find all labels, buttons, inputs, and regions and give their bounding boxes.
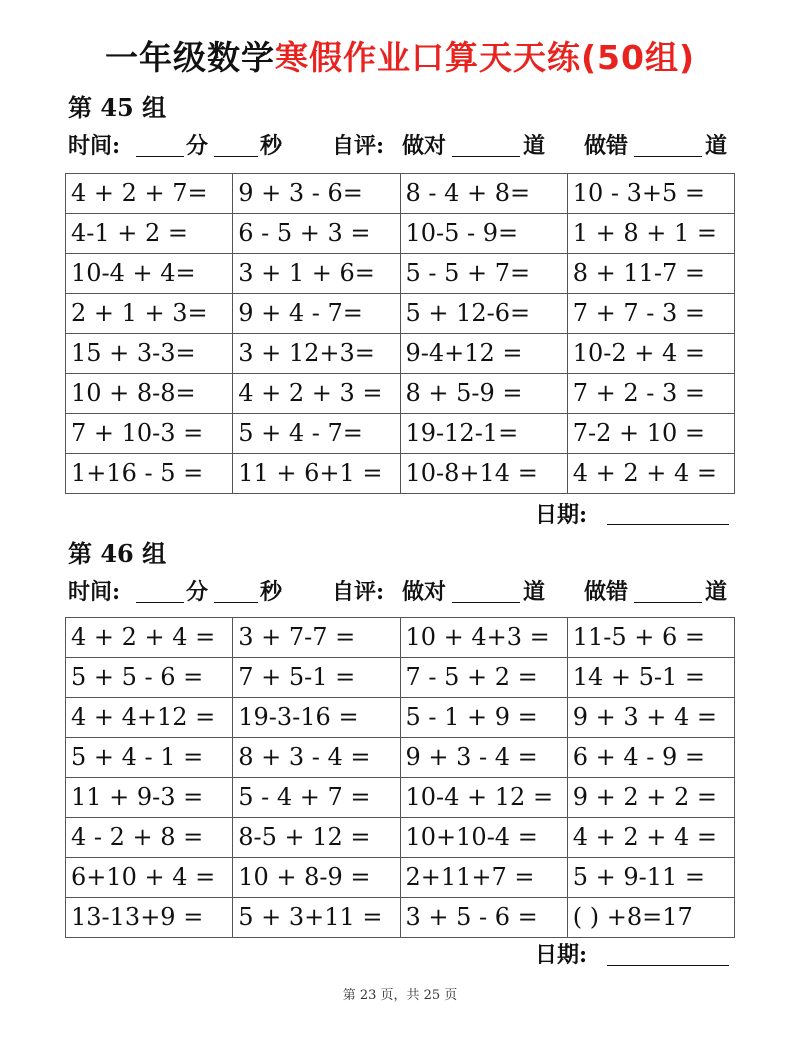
problem-cell[interactable]: 10 + 8-9 = <box>233 858 400 898</box>
second-blank[interactable] <box>214 156 258 157</box>
problem-cell[interactable]: 5 + 3+11 = <box>233 898 400 938</box>
problem-cell[interactable]: 5 - 1 + 9 = <box>400 698 567 738</box>
table-row <box>66 254 735 294</box>
problem-cell[interactable]: 5 + 4 - 7= <box>233 414 400 454</box>
self-eval-label: 自评: <box>332 133 385 159</box>
minute-label: 分 <box>186 133 209 159</box>
problem-cell[interactable]: 8-5 + 12 = <box>233 818 400 858</box>
problem-cell[interactable]: 3 + 12+3= <box>233 334 400 374</box>
wrong-label: 做错 <box>584 133 629 159</box>
second-blank[interactable] <box>214 602 258 603</box>
problem-cell[interactable]: 7-2 + 10 = <box>567 414 734 454</box>
problem-cell[interactable]: 4-1 + 2 = <box>66 214 233 254</box>
problem-cell[interactable]: 7 + 5-1 = <box>233 658 400 698</box>
problem-cell[interactable]: 10 + 8-8= <box>66 374 233 414</box>
table-row <box>66 618 735 658</box>
correct-label: 做对 <box>402 133 447 159</box>
problem-cell[interactable]: 7 + 2 - 3 = <box>567 374 734 414</box>
problem-cell[interactable]: 10-4 + 4= <box>66 254 233 294</box>
problem-cell[interactable]: 4 + 4+12 = <box>66 698 233 738</box>
table-row <box>66 778 735 818</box>
table-row <box>66 374 735 414</box>
problem-cell[interactable]: 3 + 1 + 6= <box>233 254 400 294</box>
problem-cell[interactable]: 4 + 2 + 7= <box>66 174 233 214</box>
table-row <box>66 414 735 454</box>
minute-label: 分 <box>186 579 209 605</box>
problem-cell[interactable]: 19-3-16 = <box>233 698 400 738</box>
problem-cell[interactable]: 6+10 + 4 = <box>66 858 233 898</box>
problem-cell[interactable]: 4 - 2 + 8 = <box>66 818 233 858</box>
correct-label: 做对 <box>402 579 447 605</box>
problem-cell[interactable]: 9 + 3 + 4 = <box>567 698 734 738</box>
problem-cell[interactable]: 3 + 7-7 = <box>233 618 400 658</box>
problem-cell[interactable]: 10-5 - 9= <box>400 214 567 254</box>
problem-cell[interactable]: 14 + 5-1 = <box>567 658 734 698</box>
problem-cell[interactable]: 7 + 7 - 3 = <box>567 294 734 334</box>
table-row <box>66 658 735 698</box>
problem-cell[interactable]: 7 - 5 + 2 = <box>400 658 567 698</box>
table-row <box>66 334 735 374</box>
problem-cell[interactable]: 11 + 6+1 = <box>233 454 400 494</box>
wrong-blank[interactable] <box>634 156 702 157</box>
problem-cell[interactable]: 1+16 - 5 = <box>66 454 233 494</box>
problem-cell[interactable]: 8 + 5-9 = <box>400 374 567 414</box>
correct-blank[interactable] <box>452 602 520 603</box>
worksheet-title <box>0 36 800 80</box>
date-blank[interactable] <box>607 965 729 966</box>
problem-cell[interactable]: 19-12-1= <box>400 414 567 454</box>
time-label: 时间: <box>68 133 121 159</box>
table-row <box>66 294 735 334</box>
problem-cell[interactable]: 9 + 3 - 4 = <box>400 738 567 778</box>
problem-cell[interactable]: 9 + 4 - 7= <box>233 294 400 334</box>
date-label: 日期: <box>535 942 588 968</box>
group-title: 第 45 组 <box>68 93 167 122</box>
table-row <box>66 738 735 778</box>
problem-cell[interactable]: 8 - 4 + 8= <box>400 174 567 214</box>
problem-cell[interactable]: 13-13+9 = <box>66 898 233 938</box>
correct-blank[interactable] <box>452 156 520 157</box>
problem-cell[interactable]: 5 + 4 - 1 = <box>66 738 233 778</box>
problem-cell[interactable]: 3 + 5 - 6 = <box>400 898 567 938</box>
problem-grid <box>65 173 735 494</box>
problem-cell[interactable]: 7 + 10-3 = <box>66 414 233 454</box>
problem-cell[interactable]: 10 + 4+3 = <box>400 618 567 658</box>
date-label: 日期: <box>535 502 588 528</box>
table-row <box>66 818 735 858</box>
second-label: 秒 <box>260 579 283 605</box>
table-row <box>66 454 735 494</box>
problem-cell[interactable]: 9 + 3 - 6= <box>233 174 400 214</box>
problem-cell[interactable]: 4 + 2 + 4 = <box>567 818 734 858</box>
problem-cell[interactable]: 6 + 4 - 9 = <box>567 738 734 778</box>
problem-cell[interactable]: 10 - 3+5 = <box>567 174 734 214</box>
wrong-blank[interactable] <box>634 602 702 603</box>
date-blank[interactable] <box>607 524 729 525</box>
title-black-part: 一年级数学 <box>104 38 275 77</box>
table-row <box>66 214 735 254</box>
correct-unit: 道 <box>523 579 546 605</box>
problem-cell[interactable]: 9 + 2 + 2 = <box>567 778 734 818</box>
problem-cell[interactable]: 11 + 9-3 = <box>66 778 233 818</box>
correct-unit: 道 <box>523 133 546 159</box>
problem-cell[interactable]: 2 + 1 + 3= <box>66 294 233 334</box>
meta-row <box>68 576 733 608</box>
problem-cell[interactable]: 10-4 + 12 = <box>400 778 567 818</box>
problem-cell[interactable]: 5 + 12-6= <box>400 294 567 334</box>
page-footer: 第 23 页，共 25 页 <box>342 988 458 1003</box>
wrong-label: 做错 <box>584 579 629 605</box>
problem-cell[interactable]: 5 - 5 + 7= <box>400 254 567 294</box>
table-row <box>66 174 735 214</box>
table-row <box>66 898 735 938</box>
problem-cell[interactable]: ( ) +8=17 <box>567 898 734 938</box>
problem-cell[interactable]: 15 + 3-3= <box>66 334 233 374</box>
wrong-unit: 道 <box>705 133 728 159</box>
meta-row <box>68 130 733 162</box>
problem-cell[interactable]: 4 + 2 + 4 = <box>66 618 233 658</box>
table-row <box>66 698 735 738</box>
problem-cell[interactable]: 4 + 2 + 4 = <box>567 454 734 494</box>
problem-cell[interactable]: 5 - 4 + 7 = <box>233 778 400 818</box>
problem-cell[interactable]: 2+11+7 = <box>400 858 567 898</box>
problem-cell[interactable]: 10-2 + 4 = <box>567 334 734 374</box>
problem-cell[interactable]: 8 + 3 - 4 = <box>233 738 400 778</box>
problem-cell[interactable]: 10-8+14 = <box>400 454 567 494</box>
problem-grid <box>65 617 735 938</box>
problem-cell[interactable]: 5 + 9-11 = <box>567 858 734 898</box>
table-row <box>66 858 735 898</box>
minute-blank[interactable] <box>136 602 184 603</box>
problem-cell[interactable]: 8 + 11-7 = <box>567 254 734 294</box>
problem-cell[interactable]: 4 + 2 + 3 = <box>233 374 400 414</box>
group-title: 第 46 组 <box>68 539 167 568</box>
problem-cell[interactable]: 1 + 8 + 1 = <box>567 214 734 254</box>
minute-blank[interactable] <box>136 156 184 157</box>
problem-cell[interactable]: 5 + 5 - 6 = <box>66 658 233 698</box>
problem-cell[interactable]: 9-4+12 = <box>400 334 567 374</box>
problem-cell[interactable]: 10+10-4 = <box>400 818 567 858</box>
time-label: 时间: <box>68 579 121 605</box>
self-eval-label: 自评: <box>332 579 385 605</box>
second-label: 秒 <box>260 133 283 159</box>
problem-cell[interactable]: 11-5 + 6 = <box>567 618 734 658</box>
wrong-unit: 道 <box>705 579 728 605</box>
title-red-part: 寒假作业口算天天练(50组) <box>274 38 696 77</box>
problem-cell[interactable]: 6 - 5 + 3 = <box>233 214 400 254</box>
